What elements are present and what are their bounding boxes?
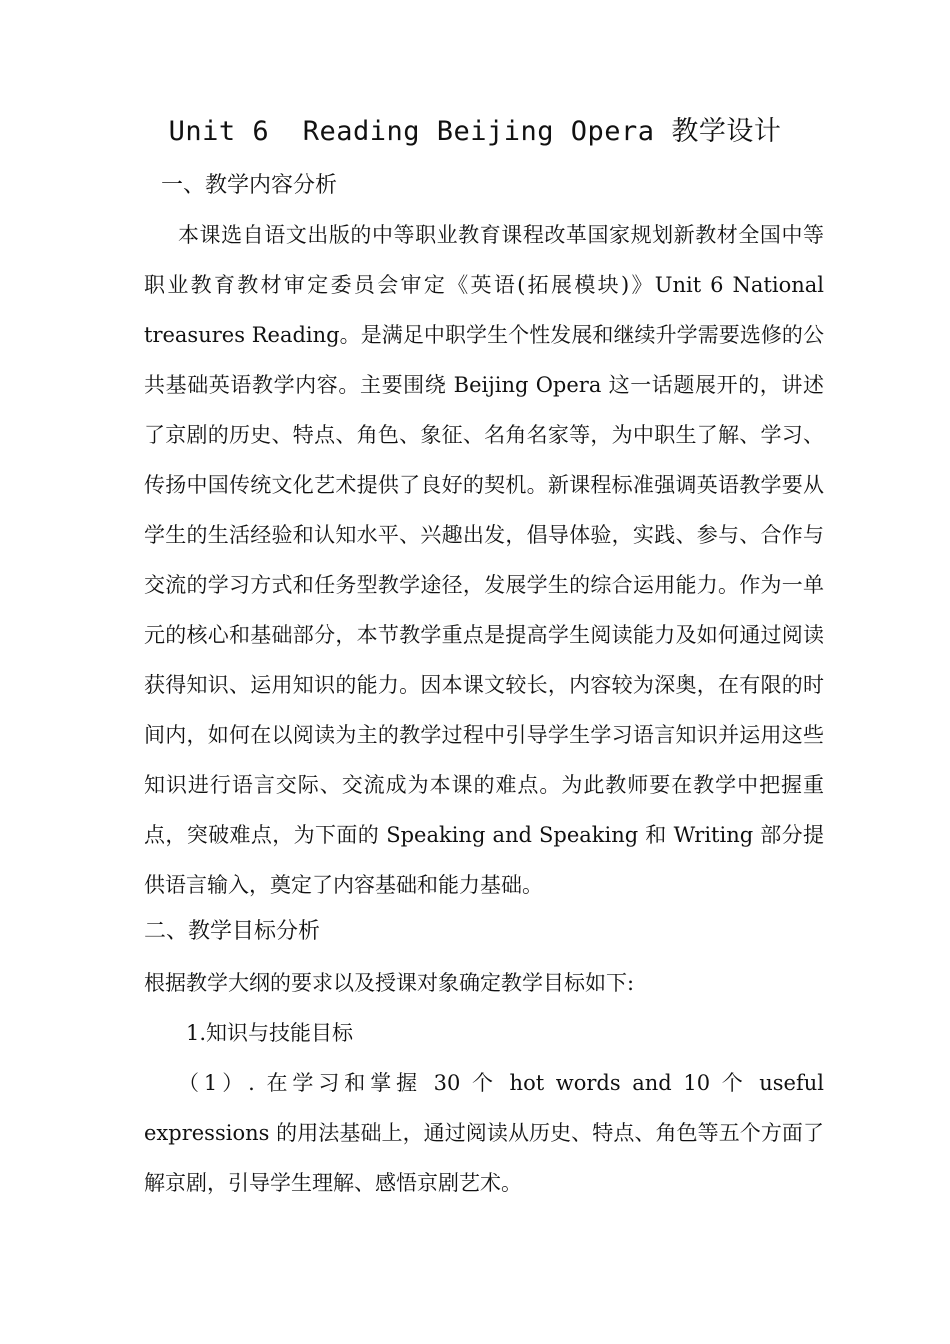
section-heading-content-analysis: 一、教学内容分析	[161, 173, 338, 198]
subsection-heading-knowledge-skills: 1.知识与技能目标	[186, 1021, 354, 1045]
objectives-intro: 根据教学大纲的要求以及授课对象确定教学目标如下:	[144, 971, 635, 995]
section-heading-objectives: 二、教学目标分析	[144, 919, 321, 944]
document-title: Unit 6 Reading Beijing Opera 教学设计	[168, 116, 782, 147]
objective-item-1: （1）. 在学习和掌握 30 个 hot words and 10 个 useful expressions 的用法基础上，通过阅读从历史、特点、角色等五个方面了解京剧，引导学生理解、感悟京剧艺术。	[144, 1071, 824, 1195]
content-analysis-paragraph: 本课选自语文出版的中等职业教育课程改革国家规划新教材全国中等职业教育教材审定委员会审定《英语(拓展模块)》Unit 6 National treasures Reading。是满足中职学生个性发展和继续升学需要选修的公共基础英语教学内容。主要围绕 Beijing Opera 这一话题展开的，讲述了京剧的历史、特点、角色、象征、名角名家等，为中职生了解、学习、传扬中国传统文化艺术提供了良好的契机。新课程标准强调英语教学要从学生的生活经验和认知水平、兴趣出发，倡导体验，实践、参与、合作与交流的学习方式和任务型教学途径，发展学生的综合运用能力。作为一单元的核心和基础部分，本节教学重点是提高学生阅读能力及如何通过阅读获得知识、运用知识的能力。因本课文较长，内容较为深奥，在有限的时间内，如何在以阅读为主的教学过程中引导学生学习语言知识并运用这些知识进行语言交际、交流成为本课的难点。为此教师要在教学中把握重点，突破难点，为下面的 Speaking and Speaking 和 Writing 部分提供语言输入，奠定了内容基础和能力基础。	[144, 223, 824, 897]
